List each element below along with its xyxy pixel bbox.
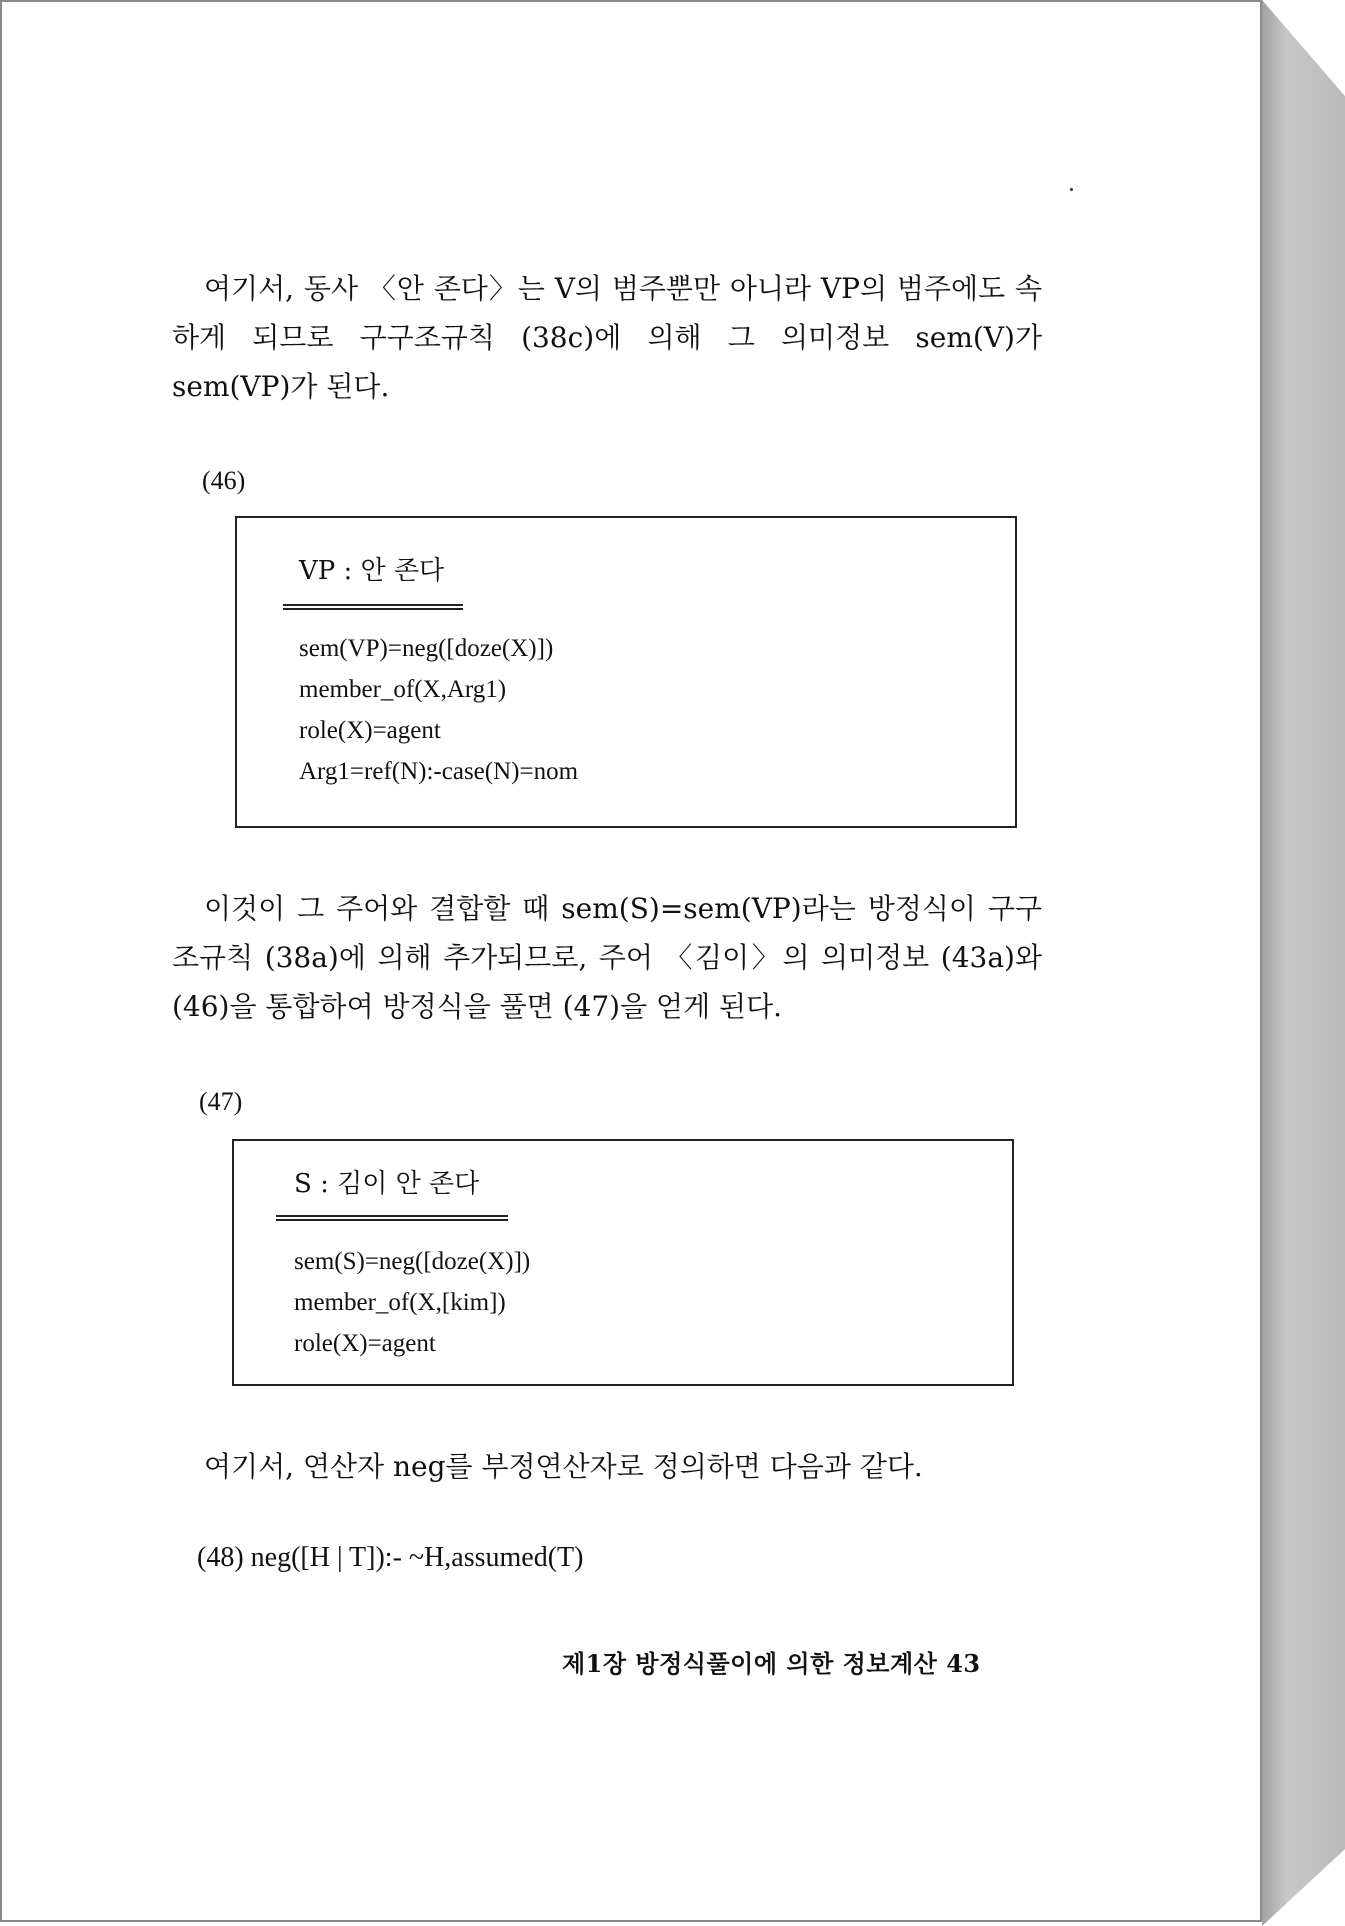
page-side-shade (1262, 0, 1345, 1926)
speck (1070, 188, 1073, 191)
example-47-double-rule (276, 1215, 508, 1221)
equation-line: sem(S)=neg([doze(X)]) (294, 1248, 531, 1275)
example-46-equations (299, 628, 578, 792)
example-46-double-rule (283, 604, 463, 610)
example-47-title: S : 김이 안 존다 (294, 1169, 480, 1199)
example-47-label: (47) (199, 1087, 243, 1116)
equation-line: sem(VP)=neg([doze(X)]) (299, 635, 554, 662)
example-47-box (232, 1139, 1014, 1386)
example-46-box (235, 516, 1017, 828)
equation-line: role(X)=agent (299, 717, 441, 744)
formula-48: (48) neg([H | T]):- ~H,assumed(T) (197, 1542, 584, 1573)
equation-line: member_of(X,Arg1) (299, 676, 507, 703)
paragraph-3: 여기서, 연산자 neg를 부정연산자로 정의하면 다음과 같다. (204, 1450, 923, 1483)
paragraph-1: 여기서, 동사 〈안 존다〉는 V의 범주뿐만 아니라 VP의 범주에도 속하게 되므로 구구조규칙 (38c)에 의해 그 의미정보 sem(V)가 sem(VP)가 된다. (172, 272, 1042, 403)
equation-line: Arg1=ref(N):-case(N)=nom (299, 758, 579, 785)
example-46-title: VP : 안 존다 (299, 556, 445, 586)
equation-line: role(X)=agent (294, 1330, 436, 1357)
example-47-equations (294, 1241, 530, 1364)
equation-line: member_of(X,[kim]) (294, 1289, 506, 1316)
running-footer: 제1장 방정식풀이에 의한 정보계산 43 (562, 1649, 981, 1678)
paragraph-2: 이것이 그 주어와 결합할 때 sem(S)=sem(VP)라는 방정식이 구구조규칙 (38a)에 의해 추가되므로, 주어 〈김이〉의 의미정보 (43a)와 (46)을 통합하여 방정식을 풀면 (47)을 얻게 된다. (172, 892, 1042, 1023)
example-46-label: (46) (202, 466, 246, 495)
